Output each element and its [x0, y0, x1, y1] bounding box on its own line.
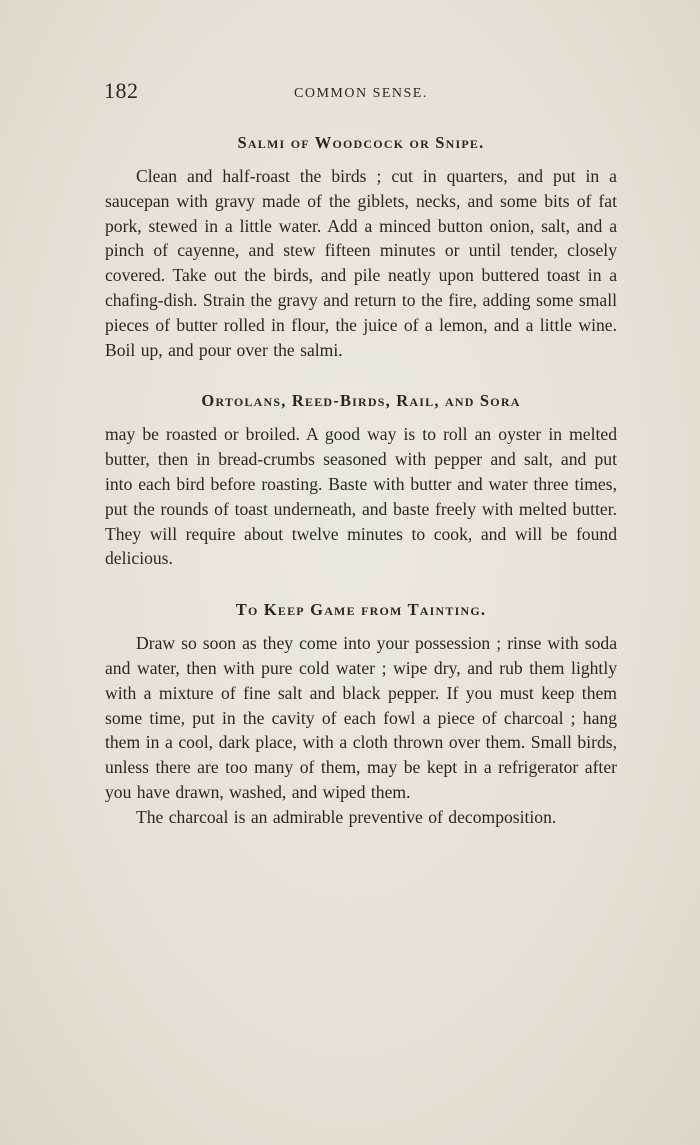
section-title: To Keep Game from Tainting.: [235, 600, 487, 620]
recipe-section: [105, 390, 617, 571]
page-content: [105, 132, 617, 830]
recipe-paragraph: The charcoal is an admirable preventive of decomposition.: [136, 806, 557, 827]
page-header: [104, 78, 620, 108]
section-title: Salmi of Woodcock or Snipe.: [237, 133, 485, 152]
running-head: COMMON SENSE.: [294, 86, 428, 101]
page-number: 182: [104, 78, 139, 103]
recipe-section: [105, 599, 617, 829]
recipe-section: [105, 132, 617, 362]
recipe-paragraph: Draw so soon as they come into your possession ; rinse with soda and water, then with pure cold water ; wipe dry, and rub them lightly with a mixture of fine salt and black pepper. If you must keep them some time, put in the cavity of each fowl a piece of charcoal ; hang them in a cool, dark place, with a cloth thrown over them. Small birds, unless there are too many of them, may be kept in a refrigerator after you have drawn, washed, and wiped them.: [105, 633, 617, 802]
section-title: Ortolans, Reed-Birds, Rail, and Sora: [201, 391, 521, 411]
recipe-paragraph: Clean and half-roast the birds ; cut in quarters, and put in a saucepan with gravy made of the giblets, necks, and some bits of fat pork, stewed in a little water. Add a minced button onion, salt, and a pinch of cayenne, and stew fifteen minutes or until tender, closely covered. Take out the birds, and pile neatly upon buttered toast in a chafing-dish. Strain the gravy and return to the fire, adding some small pieces of butter rolled in flour, the juice of a lemon, and a little wine. Boil up, and pour over the salmi.: [105, 166, 617, 360]
recipe-paragraph: may be roasted or broiled. A good way is to roll an oyster in melted butter, then in bread-crumbs seasoned with pepper and salt, and put into each bird before roasting. Baste with butter and water three times, put the rounds of toast underneath, and baste freely with melted butter. They will require about twelve minutes to cook, and will be found delicious.: [105, 424, 617, 569]
